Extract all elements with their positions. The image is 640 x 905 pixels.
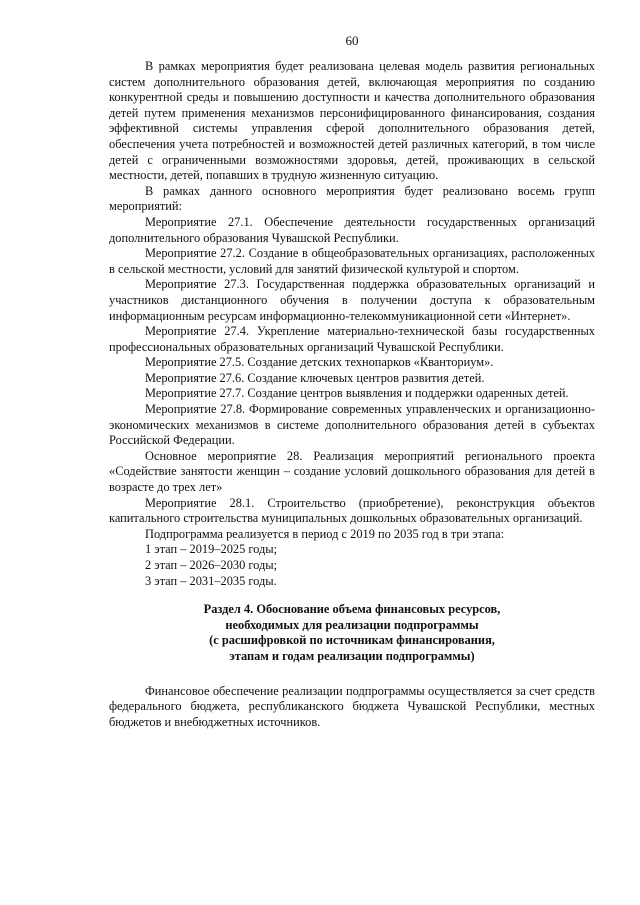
document-page (109, 33, 595, 730)
section-4-title (109, 602, 595, 664)
paragraph-measure-28-1: Мероприятие 28.1. Строительство (приобретение), реконструкция объектов капитального строительства муниципальных дошкольных образовательных организаций. (109, 495, 595, 526)
paragraph-measure-27-6: Мероприятие 27.6. Создание ключевых центров развития детей. (145, 370, 485, 385)
section-title-line: этапам и годам реализации подпрограммы) (229, 648, 475, 663)
paragraph-period: Подпрограмма реализуется в период с 2019 по 2035 год в три этапа: (145, 526, 505, 541)
paragraph-measure-27-7: Мероприятие 27.7. Создание центров выявления и поддержки одаренных детей. (145, 386, 569, 401)
section-title-line: (с расшифровкой по источникам финансирования, (209, 633, 495, 648)
page-number: 60 (345, 33, 359, 48)
stage-2: 2 этап – 2026–2030 годы; (145, 558, 278, 572)
paragraph-financing: Финансовое обеспечение реализации подпрограммы осуществляется за счет средств федерального бюджета, республиканского бюджета Чувашской Республики, местных бюджетов и внебюджетных источников. (109, 683, 595, 729)
paragraph-measure-27-3: Мероприятие 27.3. Государственная поддержка образовательных организаций и участников дистанционного обучения в получении доступа к образовательным информационным ресурсам информационно-телекоммуникационной сети «Интернет». (109, 277, 595, 323)
section-title-line: необходимых для реализации подпрограммы (225, 617, 479, 632)
paragraph-measure-27-1: Мероприятие 27.1. Обеспечение деятельности государственных организаций дополнительного образования Чувашской Республики. (109, 214, 595, 245)
paragraph-eight-groups: В рамках данного основного мероприятия будет реализовано восемь групп мероприятий: (109, 183, 595, 214)
stage-1: 1 этап – 2019–2025 годы; (145, 542, 278, 557)
paragraph-measure-27-4: Мероприятие 27.4. Укрепление материально-технической базы государственных профессиональных образовательных организаций Чувашской Республики. (109, 324, 595, 354)
paragraph-measure-27-5: Мероприятие 27.5. Создание детских технопарков «Кванториум». (145, 355, 494, 370)
section-title-line: Раздел 4. Обоснование объема финансовых ресурсов, (203, 602, 501, 617)
paragraph-main-measure-28: Основное мероприятие 28. Реализация мероприятий регионального проекта «Содействие занятости женщин – создание условий дошкольного образования для детей в возрасте до трех лет» (109, 448, 595, 495)
paragraph-measure-27-2: Мероприятие 27.2. Создание в общеобразовательных организациях, расположенных в сельской местности, условий для занятий физической культурой и спортом. (109, 246, 595, 276)
paragraph-measure-27-8: Мероприятие 27.8. Формирование современных управленческих и организационно-экономических механизмов в системе дополнительного образования детей в субъектах Российской Федерации. (109, 402, 595, 448)
paragraph-target-model: В рамках мероприятия будет реализована целевая модель развития региональных систем дополнительного образования детей, включающая мероприятия по созданию конкурентной среды и повышению доступности и качества дополнительного образования детей путем применения механизмов персонифицированного финансирования, создания эффективной системы управления сферой дополнительного образования детей, обеспечения учета потребностей и возможностей детей различных категорий, в том числе детей с ограниченными возможностями здоровья, детей, проживающих в сельской местности, детей, попавших в трудную жизненную ситуацию. (109, 59, 595, 183)
stage-3: 3 этап – 2031–2035 годы. (145, 573, 277, 588)
